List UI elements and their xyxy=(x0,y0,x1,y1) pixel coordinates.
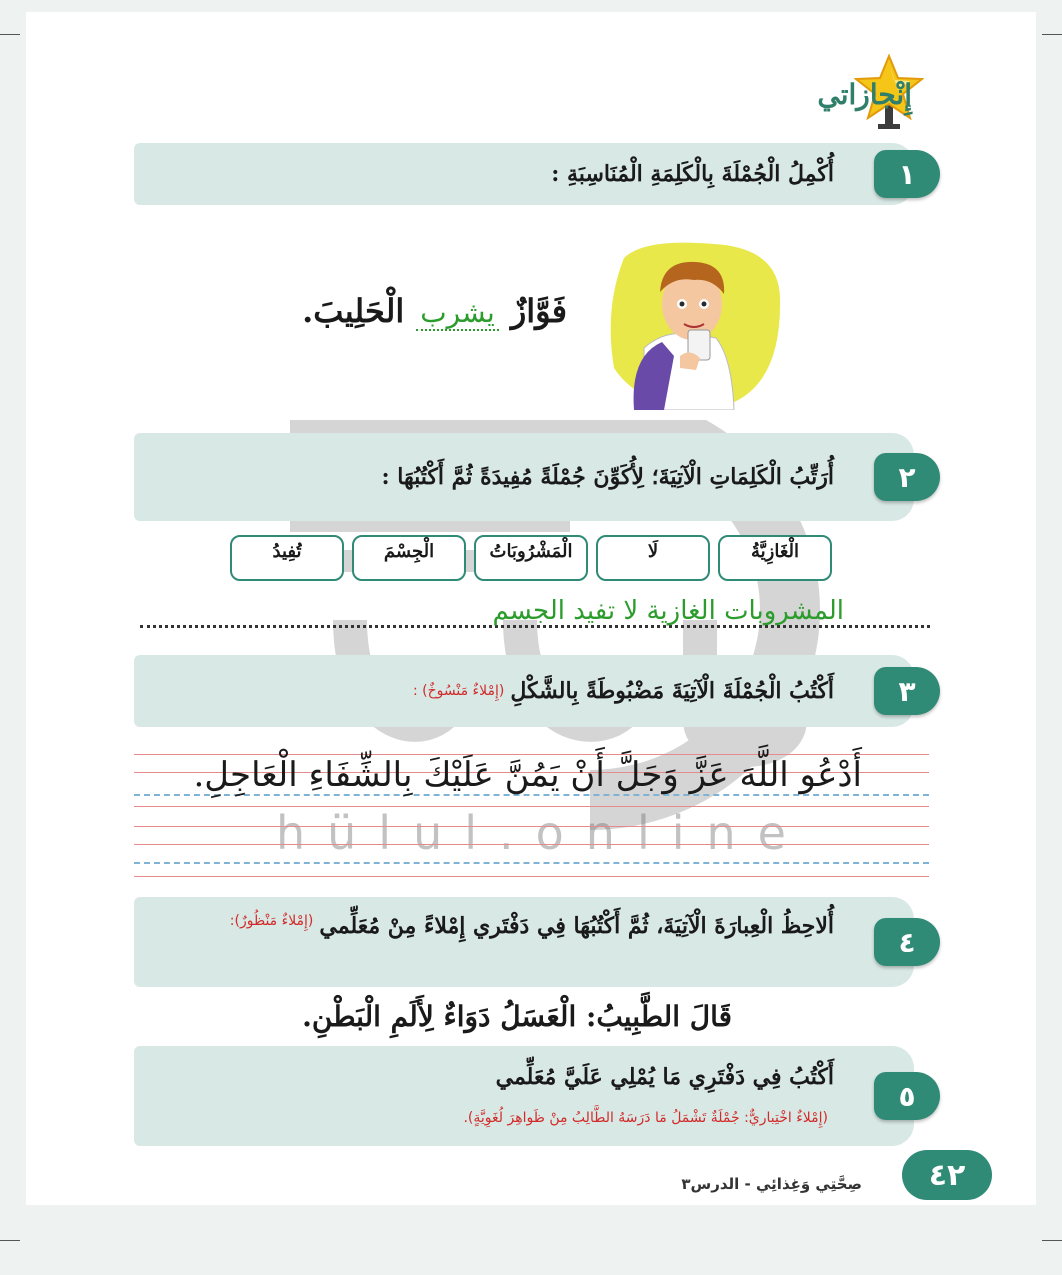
crop-mark xyxy=(1042,34,1062,35)
task-1-text: أُكْمِلُ الْجُمْلَةَ بِالْكَلِمَةِ الْمُنَاسِبَةِ : xyxy=(551,161,834,187)
word-box: لَا xyxy=(596,535,710,581)
task-5-number: ٥ xyxy=(874,1072,940,1120)
bottom-margin xyxy=(0,1205,1062,1275)
word-boxes xyxy=(202,535,832,583)
ruled-line xyxy=(134,806,929,807)
task-5-text: أَكْتُبُ فِي دَفْتَرِي مَا يُمْلِي عَلَيَّ مُعَلِّمي xyxy=(495,1064,834,1090)
task-2-bar xyxy=(134,433,914,521)
task-4-number: ٤ xyxy=(874,918,940,966)
section-title: إِنْجازاتي xyxy=(817,78,912,111)
ruled-line xyxy=(134,862,929,864)
footer-lesson: صِحَّتِي وَغِذائِي - الدرس٣ xyxy=(681,1175,862,1193)
ruled-line xyxy=(134,826,929,827)
ruled-line xyxy=(134,876,929,877)
word-box: الْجِسْمَ xyxy=(352,535,466,581)
sentence-1 xyxy=(302,292,567,331)
task-3-number: ٣ xyxy=(874,667,940,715)
right-margin xyxy=(1036,0,1062,1275)
sentence-4: قَالَ الطَّبِيبُ: الْعَسَلُ دَوَاءٌ لِأَلَمِ الْبَطْنِ. xyxy=(302,1000,732,1033)
left-margin xyxy=(0,0,26,1275)
dua-sentence: أَدْعُو اللَّهَ عَزَّ وَجَلَّ أَنْ يَمُنَّ عَلَيْكَ بِالشِّفَاءِ الْعَاجِلِ. xyxy=(193,755,862,795)
word-box: الْغَازِيَّةُ xyxy=(718,535,832,581)
task-1-bar xyxy=(134,143,914,205)
ruled-line xyxy=(134,844,929,845)
crop-mark xyxy=(0,34,20,35)
sentence-1-object: الْحَلِيبَ. xyxy=(302,292,405,330)
sentence-1-answer: يشرب xyxy=(416,296,499,331)
task-4-note: (إِمْلاءٌ مَنْظُورٌ): xyxy=(229,913,314,929)
task-2-number: ٢ xyxy=(874,453,940,501)
task-3-note: (إِمْلاءٌ مَنْسُوخٌ) : xyxy=(413,683,505,699)
task-4-bar xyxy=(134,897,914,987)
word-box: الْمَشْرُوبَاتُ xyxy=(474,535,588,581)
task-1-number: ١ xyxy=(874,150,940,198)
top-margin xyxy=(0,0,1062,12)
section-heading xyxy=(817,78,912,111)
task-5-bar xyxy=(134,1046,914,1146)
crop-mark xyxy=(1042,1240,1062,1241)
task-3-bar xyxy=(134,655,914,727)
task-4-text: أُلاحِظُ الْعِبارَةَ الْآتِيَةَ، ثُمَّ أَكْتُبُهَا فِي دَفْتَري إِمْلاءً مِنْ مُعَلِّمي xyxy=(319,913,834,939)
task-5-note: (إِمْلاءٌ اخْتِباريٌّ: جُمْلَةٌ تَشْمَلُ مَا دَرَسَهُ الطَّالِبُ مِنْ ظَواهِرَ لُغَوِيَّةٍ). xyxy=(463,1110,828,1126)
boy-drinking-milk-illustration xyxy=(604,238,782,410)
page-number: ٤٢ xyxy=(902,1150,992,1200)
crop-mark xyxy=(0,1240,20,1241)
task-3-text: أَكْتُبُ الْجُمْلَةَ الْآتِيَةَ مَضْبُوطَةً بِالشَّكْلِ xyxy=(510,678,834,704)
word-box: تُفِيدُ xyxy=(230,535,344,581)
watermark-text: hülul.online xyxy=(276,806,808,860)
task-2-text: أُرَتِّبُ الْكَلِمَاتِ الْآتِيَةَ؛ لِأُكَوِّنَ جُمْلَةً مُفِيدَةً ثُمَّ أَكْتُبُهَا : xyxy=(381,464,834,490)
sentence-1-subject: فَوَّازٌ xyxy=(510,292,567,330)
task-2-answer: المشروبات الغازية لا تفيد الجسم xyxy=(492,596,844,626)
